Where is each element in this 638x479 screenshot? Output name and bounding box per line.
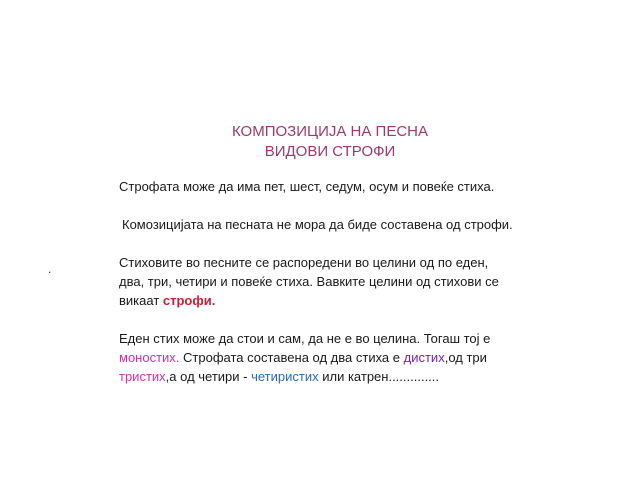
- paragraph-vidovi-line-1: Еден стих може да стои и сам, да не е во целина. Тогаш тој е: [119, 331, 491, 346]
- paragraph-stihovi-line-2: два, три, четири и повеќе стиха. Вавките целини од стихови се: [119, 274, 499, 289]
- text-strofata-dva: Строфата составена од два стиха е: [179, 350, 404, 365]
- paragraph-vidovi-line-2: [119, 348, 569, 367]
- term-tristih: тристих: [119, 369, 166, 384]
- term-monostih: моностих.: [119, 350, 180, 365]
- text-od-chetiri: ,а од четири -: [165, 369, 252, 384]
- paragraph-kompozicija: Комозицијата на песната не мора да биде составена од строфи.: [122, 217, 513, 232]
- slide-title: [160, 122, 500, 162]
- title-line-1: КОМПОЗИЦИЈА НА ПЕСНА: [231, 123, 429, 140]
- text-katren: или катрен..............: [318, 369, 440, 384]
- paragraph-vidovi-line-3: [119, 367, 569, 386]
- paragraph-stihovi-line-3: [119, 291, 569, 310]
- title-line-2: ВИДОВИ СТРОФИ: [264, 143, 396, 160]
- paragraph-vidovi: [119, 329, 569, 386]
- paragraph-stihovi: [119, 253, 569, 310]
- term-chetiristih: четиристих: [251, 369, 319, 384]
- slide-body: [119, 177, 569, 405]
- term-distih: дистих: [403, 350, 445, 365]
- term-strofi: строфи.: [162, 293, 216, 308]
- margin-dot: .: [48, 262, 52, 276]
- paragraph-strofa-stiha: Строфата може да има пет, шест, седум, осум и повеќе стиха.: [119, 179, 495, 194]
- text-vikaat: викаат: [119, 293, 163, 308]
- text-od-tri: ,од три: [444, 350, 487, 365]
- paragraph-stihovi-line-1: Стиховите во песните се распоредени во целини од по еден,: [119, 255, 489, 270]
